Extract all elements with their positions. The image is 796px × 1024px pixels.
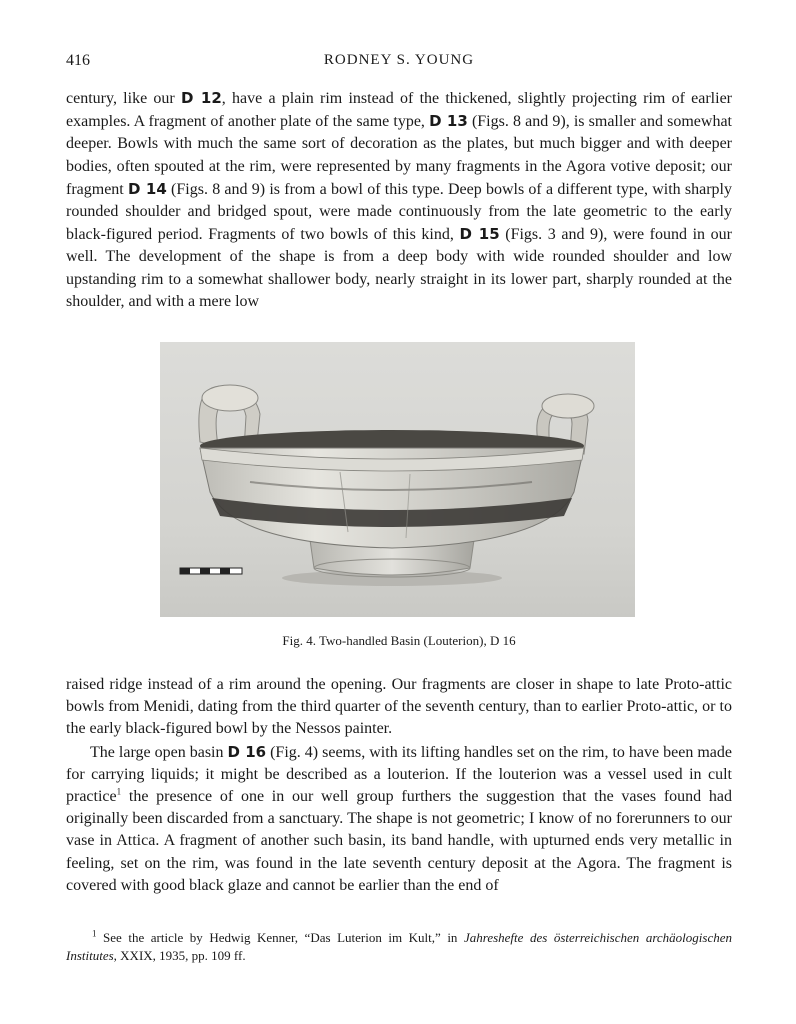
- text-run: (Figs. 3 and 9), were found in our well. The development of the shape is from a deep body with wide rounded shoulder and low upstanding rim to a somewhat shallower body, nearly straight in its lower part, sharply rounded at the shoulder, and with a mere low: [66, 226, 732, 310]
- catalog-ref-d14: D 14: [128, 179, 167, 198]
- footnote-marker: 1: [116, 786, 122, 797]
- body-paragraph-2: [66, 674, 732, 897]
- figure-caption: Fig. 4. Two-handled Basin (Louterion), D 16: [282, 633, 516, 648]
- catalog-ref-d15: D 15: [459, 225, 500, 244]
- scale-bar: [180, 568, 242, 574]
- text-run: the presence of one in our well group furthers the suggestion that the vases found had originally been discarded from a sanctuary. The shape is not geometric; I know of no forerunners to our vase in Attica. A fragment of another such basin, its band handle, with upturned ends very metallic in feeling, set on the rim, was found in the late seventh century deposit at the Agora. The fragment is covered with good black glaze and cannot be earlier than the end of: [66, 788, 732, 894]
- body-paragraph-3: [66, 741, 732, 897]
- catalog-ref-d13: D 13: [429, 112, 468, 131]
- figure-photograph: [160, 342, 635, 617]
- footnote-number: 1: [92, 928, 97, 939]
- text-run: (Fig. 4) seems, with its lifting handles set on the rim, to have been made for carrying liquids; it might be described as a louterion. If the louterion was a vessel used in cult practice: [66, 743, 732, 806]
- catalog-ref-d12: D 12: [180, 89, 222, 107]
- catalog-ref-d16: D 16: [227, 742, 267, 761]
- running-head: RODNEY S. YOUNG: [323, 52, 475, 68]
- text-run: century, like our: [66, 90, 181, 107]
- text-run: The large open basin: [90, 743, 228, 761]
- footnote: [66, 929, 732, 965]
- text-run: (Figs. 8 and 9), is smaller and somewhat deeper. Bowls with much the same sort of decoration as the plates, but much bigger and with deeper bodies, often spouted at the rim, were represented by many fragments in the Agora votive deposit; our fragment: [66, 113, 733, 198]
- page-number: 416: [66, 52, 90, 69]
- text-run: (Figs. 8 and 9) is from a bowl of this type. Deep bowls of a different type, with sharply rounded shoulder and bridged spout, were made continuously from the late geometric to the early black-figured period. Fragments of two bowls of this kind,: [66, 180, 732, 244]
- footnote-text: , XXIX, 1935, pp. 109 ff.: [113, 948, 246, 963]
- journal-title: Jahreshefte des österreichischen archäologischen Institutes: [66, 930, 732, 963]
- footnote-text: See the article by Hedwig Kenner, “Das Luterion im Kult,” in: [96, 930, 464, 945]
- body-paragraph-1: [66, 87, 732, 313]
- paragraph-continuation: raised ridge instead of a rim around the opening. Our fragments are closer in shape to late Proto-attic bowls from Menidi, dating from the third quarter of the seventh century, than to earlier Proto-attic, or to the early black-figured bowl by the Nessos painter.: [66, 676, 732, 738]
- text-run: , have a plain rim instead of the thickened, slightly projecting rim of earlier examples. A fragment of another plate of the same type,: [66, 90, 732, 131]
- page-header: [66, 52, 732, 74]
- basin-image: [160, 342, 635, 617]
